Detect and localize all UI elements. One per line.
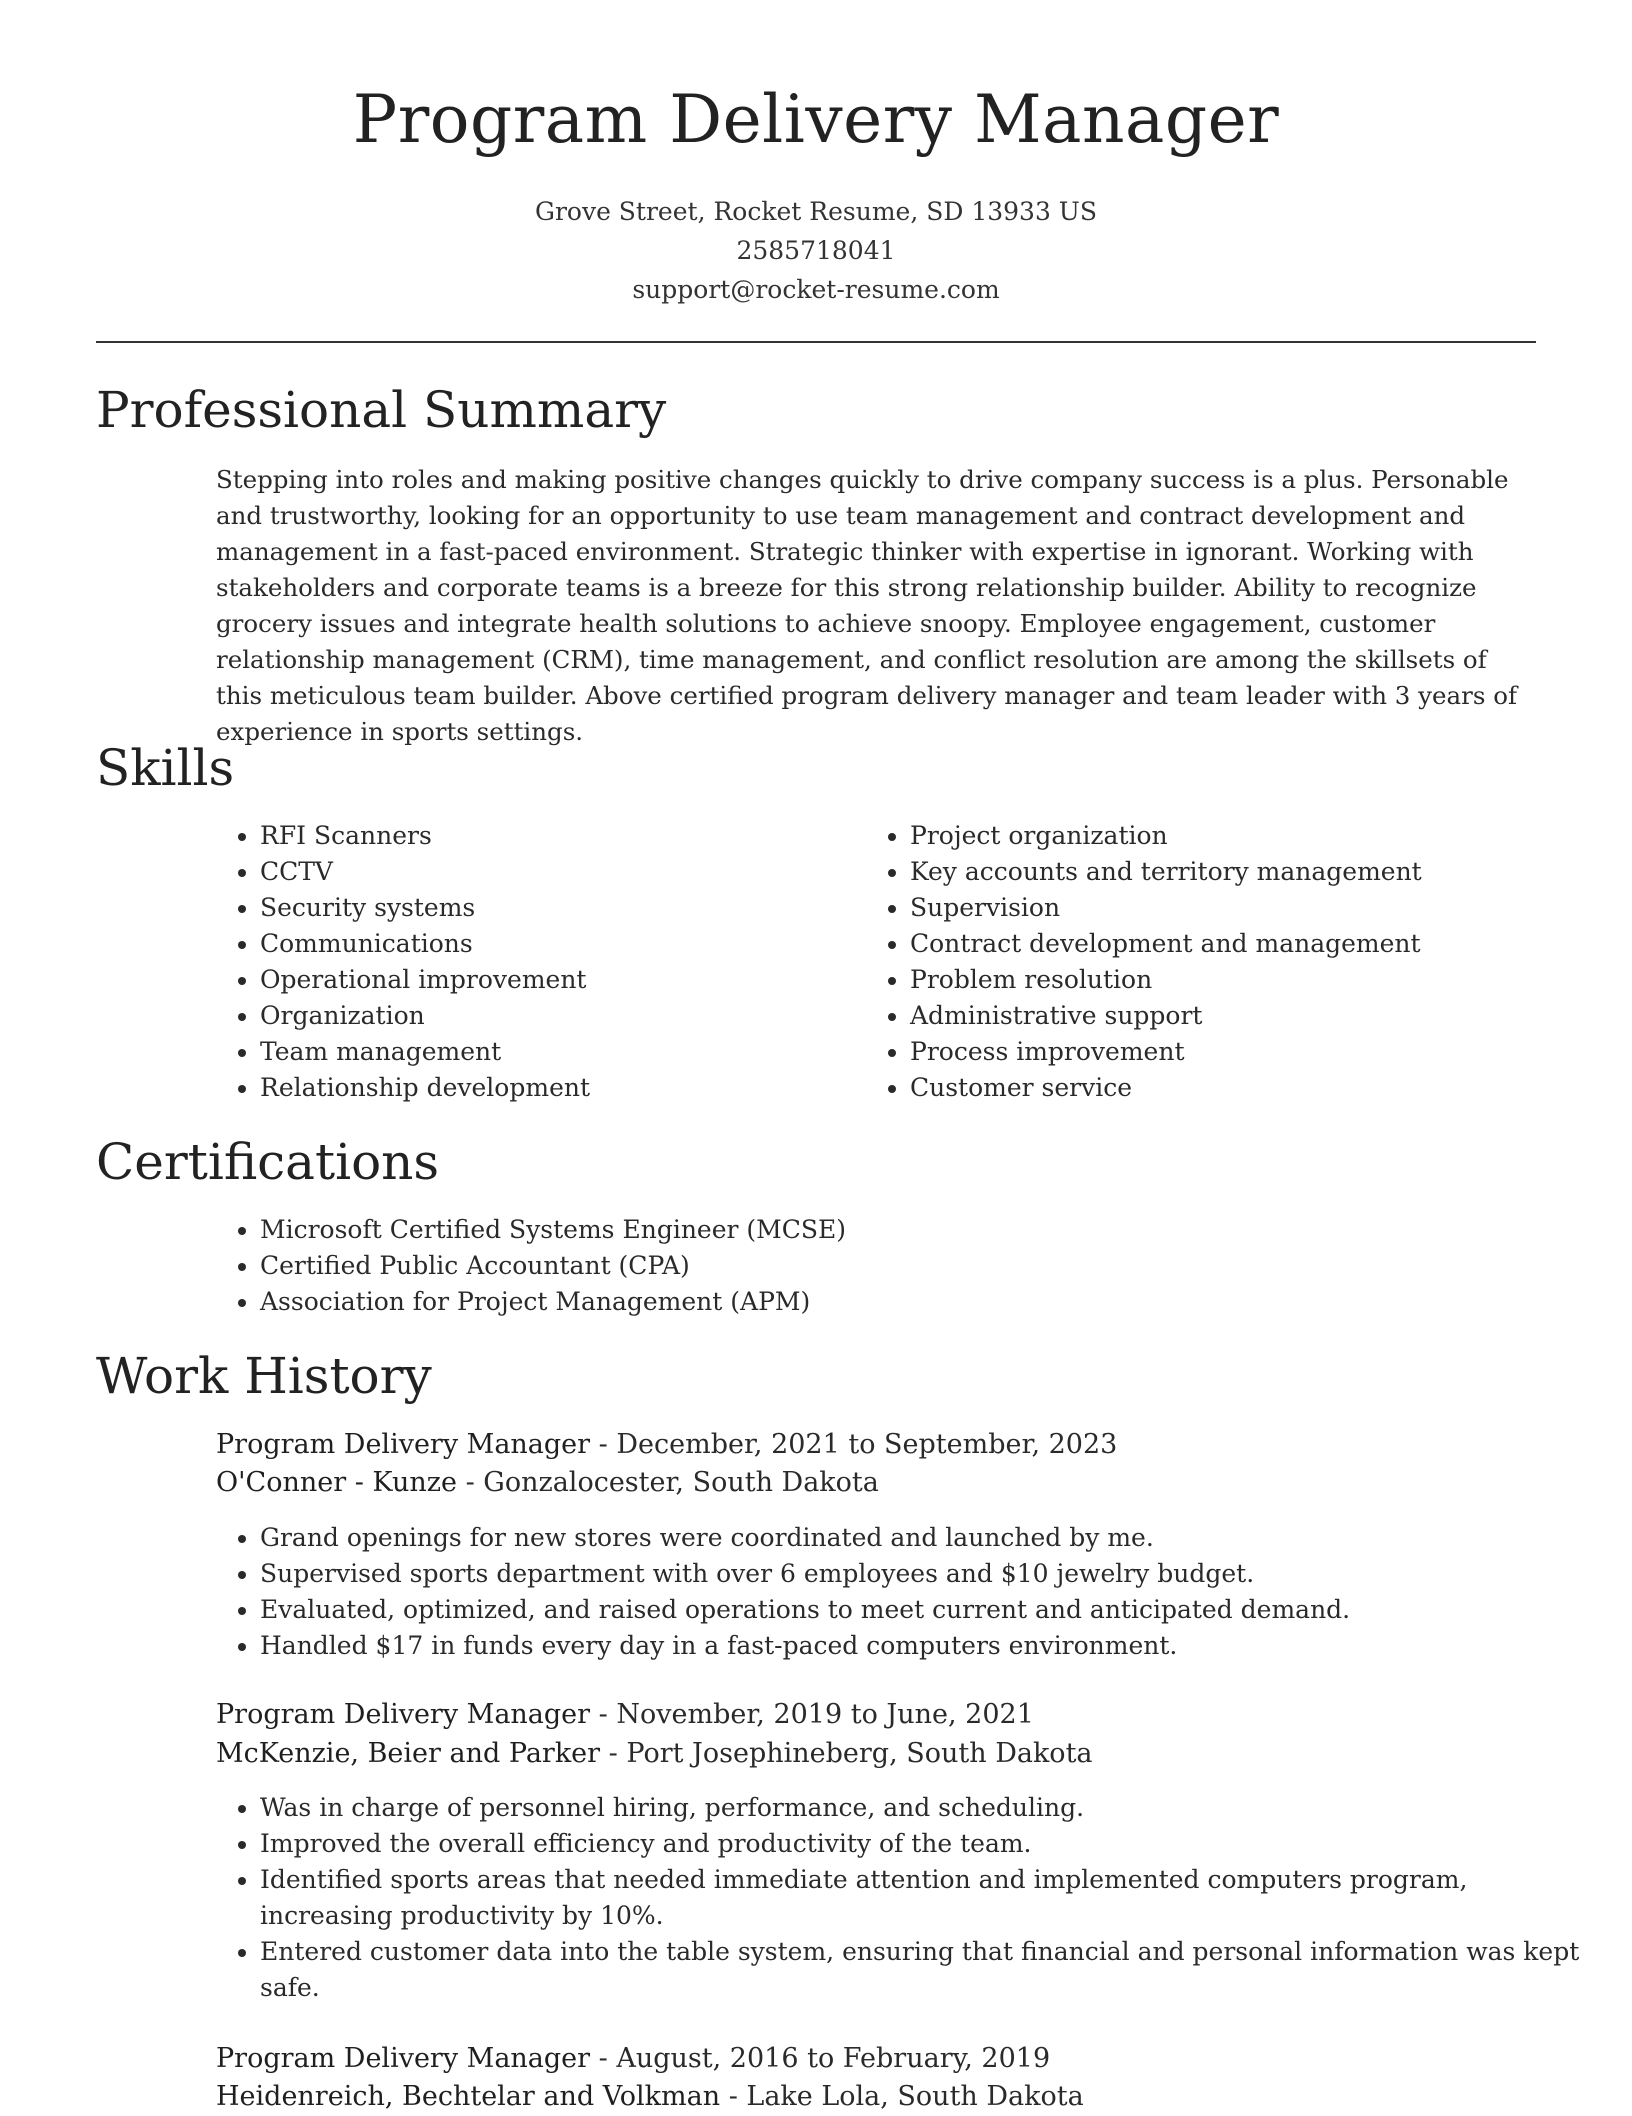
work-history-heading: Work History	[96, 1347, 432, 1405]
skills-list-right	[866, 818, 1580, 1106]
job-title-line	[216, 1426, 1117, 1464]
job-bullet: • Evaluated, optimized, and raised operations to meet current and anticipated demand.	[260, 1592, 1580, 1628]
certification-item: • Certified Public Accountant (CPA)	[260, 1248, 1580, 1284]
job-location: - Lake Lola, South Dakota	[720, 2081, 1084, 2112]
contact-phone: 2585718041	[736, 236, 896, 265]
skill-item: • Project organization	[910, 818, 1580, 854]
contact-block	[0, 192, 1632, 309]
skill-item: • Administrative support	[910, 998, 1580, 1034]
job-title: Program Delivery Manager	[216, 1429, 591, 1460]
certification-item: • Microsoft Certified Systems Engineer (MCSE)	[260, 1212, 1580, 1248]
job-title: Program Delivery Manager	[216, 1699, 591, 1730]
certification-item: • Association for Project Management (APM)	[260, 1284, 1580, 1320]
skill-item: • Problem resolution	[910, 962, 1580, 998]
header-divider	[96, 341, 1536, 343]
job-location: - Gonzalocester, South Dakota	[456, 1467, 879, 1498]
skill-item: • Key accounts and territory management	[910, 854, 1580, 890]
job-company: O'Conner - Kunze	[216, 1467, 457, 1498]
skill-item: • RFI Scanners	[260, 818, 860, 854]
summary-heading: Professional Summary	[96, 381, 667, 439]
skill-item: • Organization	[260, 998, 860, 1034]
skill-item: • Customer service	[910, 1070, 1580, 1106]
contact-email: support@rocket-resume.com	[632, 275, 1000, 304]
job-bullet: • Supervised sports department with over 6 employees and $10 jewelry budget.	[260, 1556, 1580, 1592]
contact-address: Grove Street, Rocket Resume, SD 13933 US	[534, 197, 1098, 226]
skill-item: • Communications	[260, 926, 860, 962]
job-bullets	[216, 1520, 1580, 1664]
job-dates: - August, 2016 to February, 2019	[590, 2043, 1051, 2074]
job-dates: - November, 2019 to June, 2021	[590, 1699, 1034, 1730]
job-bullet: • Handled $17 in funds every day in a fast-paced computers environment.	[260, 1628, 1580, 1664]
job-bullet: • Grand openings for new stores were coordinated and launched by me.	[260, 1520, 1580, 1556]
job-location: - Port Josephineberg, South Dakota	[600, 1738, 1093, 1769]
job-bullet: • Identified sports areas that needed immediate attention and implemented computers program, increasing productivity by 10%.	[260, 1862, 1580, 1934]
job-dates: - December, 2021 to September, 2023	[590, 1429, 1118, 1460]
certifications-list	[216, 1212, 1580, 1320]
skill-item: • Relationship development	[260, 1070, 860, 1106]
job-company: McKenzie, Beier and Parker	[216, 1738, 601, 1769]
skill-item: • CCTV	[260, 854, 860, 890]
job-bullet: • Improved the overall efficiency and productivity of the team.	[260, 1826, 1580, 1862]
job-bullet: • Was in charge of personnel hiring, performance, and scheduling.	[260, 1790, 1580, 1826]
certifications-heading: Certifications	[96, 1133, 440, 1191]
skill-item: • Supervision	[910, 890, 1580, 926]
skill-item: • Operational improvement	[260, 962, 860, 998]
skills-heading: Skills	[96, 739, 235, 797]
skill-item: • Team management	[260, 1034, 860, 1070]
job-bullet: • Entered customer data into the table system, ensuring that financial and personal information was kept safe.	[260, 1934, 1580, 2006]
summary-text: Stepping into roles and making positive changes quickly to drive company success is a plus. Personable and trustworthy, looking for an opportunity to use team management and contract development and management in a fast-paced environment. Strategic thinker with expertise in ignorant. Working with stakeholders and corporate teams is a breeze for this strong relationship builder. Ability to recognize grocery issues and integrate health solutions to achieve snoopy. Employee engagement, customer relationship management (CRM), time management, and conflict resolution are among the skillsets of this meticulous team builder. Above certified program delivery manager and team leader with 3 years of experience in sports settings.	[216, 465, 1518, 746]
resume-name: Program Delivery Manager	[352, 81, 1280, 158]
skill-item: • Contract development and management	[910, 926, 1580, 962]
job-company-line	[216, 2078, 1084, 2116]
job-title-line	[216, 1696, 1034, 1734]
skills-list-left	[216, 818, 860, 1106]
job-title: Program Delivery Manager	[216, 2043, 591, 2074]
job-title-line	[216, 2040, 1050, 2078]
job-bullets	[216, 1790, 1580, 2006]
skill-item: • Process improvement	[910, 1034, 1580, 1070]
skill-item: • Security systems	[260, 890, 860, 926]
job-company-line	[216, 1464, 879, 1502]
job-company: Heidenreich, Bechtelar and Volkman	[216, 2081, 721, 2112]
job-company-line	[216, 1735, 1093, 1773]
